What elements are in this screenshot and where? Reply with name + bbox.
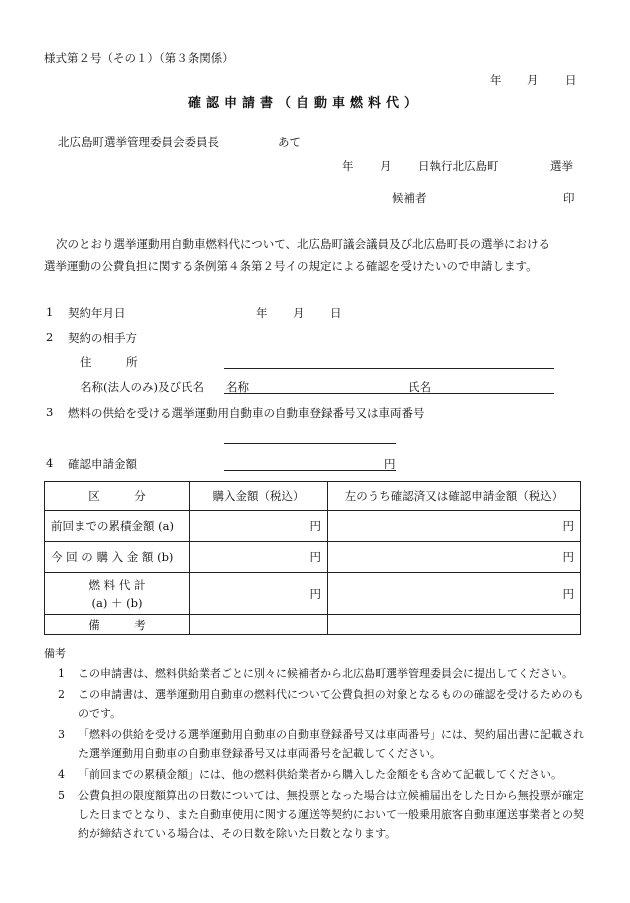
item3-num: 3 (46, 405, 54, 419)
note-item (44, 765, 584, 784)
note-item (44, 664, 584, 683)
row-confirmed-cell[interactable]: 円 (328, 573, 581, 615)
remarks-cell[interactable] (328, 615, 581, 635)
intro-line-1: 次のとおり選挙運動用自動車燃料代について、北広島町議会議員及び北広島町長の選挙における (56, 237, 551, 251)
item4-num: 4 (46, 456, 54, 470)
table-row (45, 573, 581, 615)
header-confirmed: 左のうち確認済又は確認申請金額（税込） (328, 482, 581, 511)
note-item (44, 725, 584, 763)
note-item (44, 685, 584, 723)
table-row (45, 542, 581, 573)
election-type: 選挙 (550, 159, 573, 173)
item4-label: 確認申請金額 (68, 457, 137, 471)
note-num: 2 (58, 688, 65, 701)
row-label-line1: 燃 料 代 計 (88, 577, 146, 592)
item1-num: 1 (46, 305, 54, 319)
row-label: 備 考 (45, 615, 190, 635)
item2-label: 契約の相手方 (68, 331, 137, 345)
seal-mark: 印 (563, 191, 575, 205)
form-id: 様式第２号（その１）（第３条関係） (44, 51, 234, 65)
date-month: 月 (527, 73, 539, 87)
note-text: 「前回までの累積金額」には、他の燃料供給業者から購入した金額をも含めて記載してください。 (78, 768, 562, 781)
note-text: 公費負担の限度額算出の日数については、無投票となった場合は立候補届出をした日から無投票が確定した日までとなり、また自動車使用に関する運送等契約において一般乗用旅客自動車運送事業者との契約が締結されている場合は、その日数を除いた日数となります。 (78, 789, 584, 840)
note-num: 5 (58, 789, 65, 802)
row-purchase-cell[interactable]: 円 (190, 542, 328, 573)
note-num: 1 (58, 667, 65, 680)
row-purchase-cell[interactable]: 円 (190, 511, 328, 542)
note-num: 3 (58, 728, 65, 741)
remarks-cell[interactable] (190, 615, 328, 635)
amount-table (44, 481, 581, 635)
date-day: 日 (565, 73, 577, 87)
item1-month: 月 (293, 306, 305, 320)
note-text: この申請書は、燃料供給業者ごとに別々に候補者から北広島町選挙管理委員会に提出してください。 (78, 667, 573, 680)
registration-number-line[interactable] (224, 443, 396, 444)
page-title: 確認申請書（自動車燃料代） (188, 96, 423, 111)
item2-num: 2 (46, 330, 54, 344)
company-name-label: 名称 (226, 380, 249, 394)
election-month: 月 (380, 159, 392, 173)
amount-line[interactable] (224, 470, 396, 471)
address-label: 住 所 (80, 355, 138, 369)
note-num: 4 (58, 768, 65, 781)
header-purchase: 購入金額（税込） (190, 482, 328, 511)
header-category: 区 分 (45, 482, 190, 511)
row-label (45, 573, 190, 615)
addressee-suffix: あて (278, 135, 301, 149)
date-year: 年 (490, 73, 502, 87)
item1-year: 年 (256, 306, 268, 320)
item1-day: 日 (330, 306, 342, 320)
row-label: 今 回 の 購 入 金 額 (b) (45, 542, 190, 573)
note-text: この申請書は、選挙運動用自動車の燃料代について公費負担の対象となるものの確認を受けるためのものです。 (78, 688, 584, 720)
name-line[interactable] (224, 393, 554, 394)
intro-line-2: 選挙運動の公費負担に関する条例第４条第２号イの規定による確認を受けたいので申請します。 (44, 259, 538, 273)
candidate-label: 候補者 (392, 191, 427, 205)
item4-yen: 円 (384, 457, 396, 471)
row-label-line2: (a) ＋ (b) (91, 595, 143, 610)
address-line[interactable] (224, 368, 554, 369)
item1-label: 契約年月日 (68, 306, 126, 320)
table-row (45, 511, 581, 542)
table-row (45, 615, 581, 635)
row-label: 前回までの累積金額 (a) (45, 511, 190, 542)
row-purchase-cell[interactable]: 円 (190, 573, 328, 615)
election-day: 日執行北広島町 (418, 159, 499, 173)
note-text: 「燃料の供給を受ける選挙運動用自動車の自動車登録番号又は車両番号」には、契約届出書に記載された選挙運動用自動車の自動車登録番号又は車両番号を記載してください。 (78, 728, 584, 760)
addressee: 北広島町選挙管理委員会委員長 (58, 135, 219, 149)
table-header-row (45, 482, 581, 511)
notes-title: 備考 (44, 647, 66, 660)
person-name-label: 氏名 (408, 380, 431, 394)
row-confirmed-cell[interactable]: 円 (328, 511, 581, 542)
item3-label: 燃料の供給を受ける選挙運動用自動車の自動車登録番号又は車両番号 (68, 406, 425, 420)
name-label: 名称(法人のみ)及び氏名 (80, 380, 204, 394)
row-confirmed-cell[interactable]: 円 (328, 542, 581, 573)
election-year: 年 (342, 159, 354, 173)
note-item (44, 786, 584, 846)
